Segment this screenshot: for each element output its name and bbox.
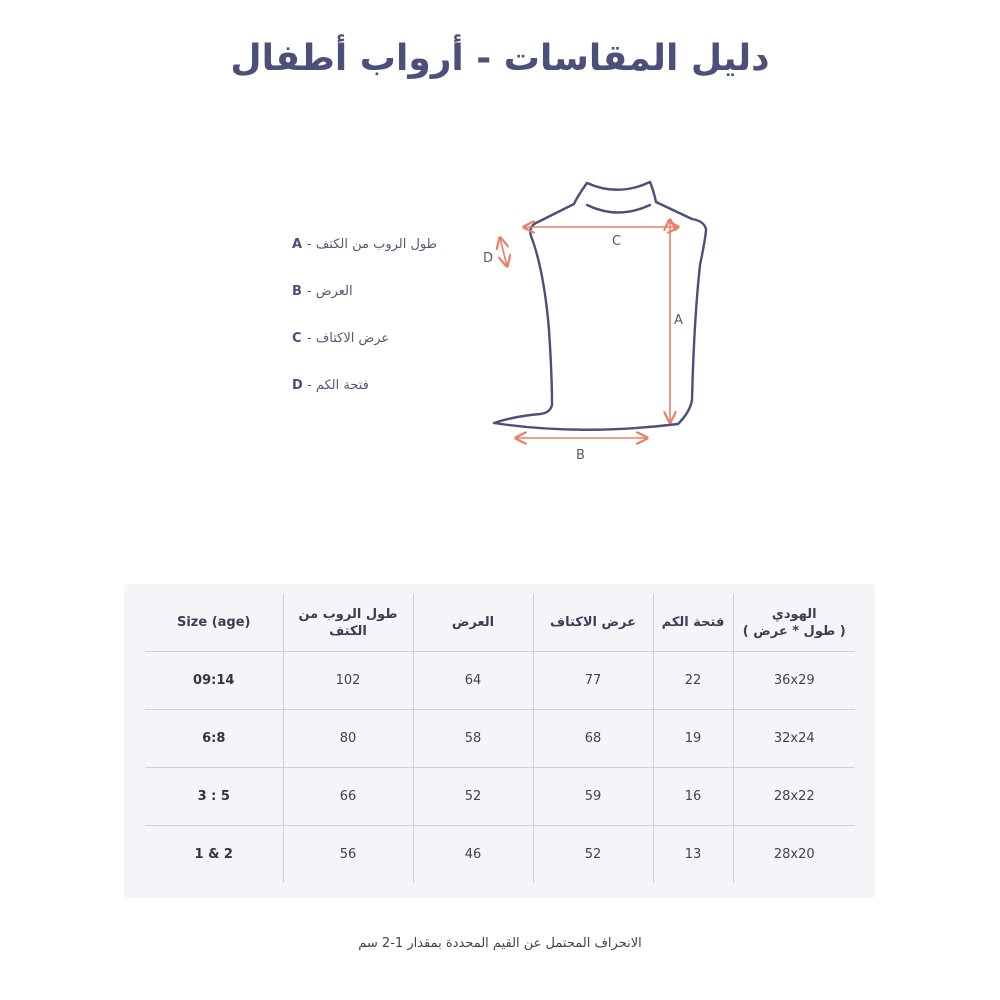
cell-shoulders: 59 [533,768,653,826]
cell-length: 102 [283,652,413,710]
header-length: طول الروب من الكتف [283,594,413,652]
cell-width: 64 [413,652,533,710]
cell-length: 56 [283,826,413,884]
table-row [145,768,855,826]
cell-width: 58 [413,710,533,768]
legend-letter: D [292,377,303,393]
cell-size: 1 & 2 [145,826,283,884]
cell-shoulders: 68 [533,710,653,768]
cell-length: 80 [283,710,413,768]
header-hood-line2: ( طول * عرض ) [742,623,846,639]
header-size: Size (age) [176,615,251,630]
tolerance-note: الانحراف المحتمل عن القيم المحددة بمقدار 1-2 سم [358,936,642,951]
cell-shoulders: 77 [533,652,653,710]
legend-label: طول الروب من الكتف - [307,236,437,252]
legend-letter: A [292,236,303,252]
label-c: C [612,234,622,249]
legend-item-b [292,279,492,303]
cell-size: 6:8 [145,710,283,768]
cell-hood: 36x29 [733,652,855,710]
legend-label: العرض - [307,283,353,299]
label-a: A [674,313,683,328]
cell-size: 09:14 [145,652,283,710]
table-header-row [145,594,855,652]
legend-item-d [292,373,492,397]
page-title: دليل المقاسات - أرواب أطفال [230,38,770,79]
legend-item-a [292,232,492,256]
header-sleeve: فتحة الكم [653,594,733,652]
cell-length: 66 [283,768,413,826]
cell-sleeve: 22 [653,652,733,710]
measurement-legend [292,232,492,420]
size-table-panel [124,584,875,898]
legend-label: فتحة الكم - [307,377,369,393]
header-shoulders: عرض الاكتاف [533,594,653,652]
header-width: العرض [413,594,533,652]
robe-outline [494,182,706,430]
legend-letter: B [292,283,302,299]
collar-outline [587,182,650,213]
header-hood [733,594,855,652]
label-d: D [483,251,494,266]
legend-label: عرض الاكتاف - [307,330,390,346]
cell-size: 3 : 5 [145,768,283,826]
cell-hood: 32x24 [733,710,855,768]
robe-diagram [470,165,730,475]
cell-sleeve: 19 [653,710,733,768]
cell-sleeve: 13 [653,826,733,884]
cell-width: 46 [413,826,533,884]
cell-sleeve: 16 [653,768,733,826]
cell-hood: 28x22 [733,768,855,826]
cell-hood: 28x20 [733,826,855,884]
arrow-d [500,238,507,266]
table-row [145,710,855,768]
label-b: B [576,448,585,463]
table-row [145,652,855,710]
legend-letter: C [292,330,302,346]
cell-width: 52 [413,768,533,826]
legend-item-c [292,326,492,350]
size-table [145,594,855,883]
cell-shoulders: 52 [533,826,653,884]
table-row [145,826,855,884]
header-hood-line1: الهودي [771,606,817,622]
